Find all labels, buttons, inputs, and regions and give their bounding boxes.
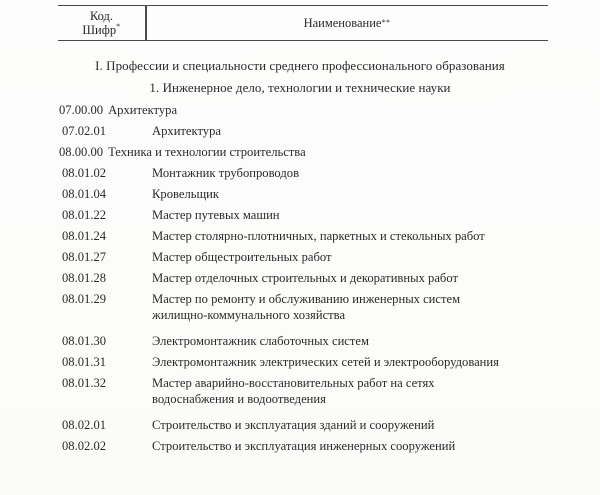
row-name: Электромонтажник электрических сетей и электрооборудования <box>152 355 499 369</box>
code-footnote-marker: * <box>116 21 121 31</box>
column-header-code-line1: Код. <box>89 9 114 23</box>
subsection-heading: 1. Инженерное дело, технологии и технические науки <box>149 80 451 95</box>
row-name-line1: Мастер аварийно-восстановительных работ на сетях <box>152 376 435 390</box>
row-code: 08.01.32 <box>62 376 107 390</box>
row-name: Архитектура <box>108 103 178 117</box>
row-code: 08.02.01 <box>62 418 107 432</box>
row-code: 07.00.00 <box>59 103 104 117</box>
classifier-list <box>0 103 600 460</box>
row-name: Техника и технологии строительства <box>108 145 306 159</box>
item-row <box>0 229 600 250</box>
row-code: 08.01.29 <box>62 292 107 306</box>
column-header-code-line2 <box>82 23 120 37</box>
row-name: Строительство и эксплуатация инженерных сооружений <box>152 439 456 453</box>
group-row <box>0 103 600 124</box>
row-name-line2: жилищно-коммунального хозяйства <box>152 307 346 322</box>
row-code: 08.01.28 <box>62 271 107 285</box>
row-code: 08.00.00 <box>59 145 104 159</box>
item-row <box>0 250 600 271</box>
item-row <box>0 124 600 145</box>
item-row <box>0 292 600 334</box>
row-code: 08.01.22 <box>62 208 107 222</box>
column-header-name-text: Наименование <box>303 15 382 30</box>
row-name: Монтажник трубопроводов <box>152 166 300 180</box>
item-row <box>0 418 600 439</box>
table-header <box>58 5 548 41</box>
column-header-code-text: Шифр <box>82 23 117 37</box>
row-code: 08.01.04 <box>62 187 107 201</box>
row-code: 08.01.02 <box>62 166 107 180</box>
row-name: Мастер общестроительных работ <box>152 250 332 264</box>
row-name-line2: водоснабжения и водоотведения <box>152 391 326 406</box>
section-heading: I. Профессии и специальности среднего профессионального образования <box>95 58 505 73</box>
row-name-line1: Мастер по ремонту и обслуживанию инженерных систем <box>152 292 461 306</box>
column-header-code <box>58 6 145 40</box>
row-code: 08.02.02 <box>62 439 107 453</box>
row-name: Мастер путевых машин <box>152 208 280 222</box>
item-row <box>0 271 600 292</box>
group-row <box>0 145 600 166</box>
row-name <box>152 376 552 407</box>
row-code: 08.01.30 <box>62 334 107 348</box>
item-row <box>0 439 600 460</box>
row-name: Мастер столярно-плотничных, паркетных и стекольных работ <box>152 229 485 243</box>
item-row <box>0 166 600 187</box>
row-code: 08.01.24 <box>62 229 107 243</box>
row-name: Кровельщик <box>152 187 220 201</box>
item-row <box>0 208 600 229</box>
row-name: Строительство и эксплуатация зданий и сооружений <box>152 418 435 432</box>
row-name: Мастер отделочных строительных и декоративных работ <box>152 271 458 285</box>
row-code: 07.02.01 <box>62 124 107 138</box>
row-name <box>152 292 552 323</box>
item-row <box>0 355 600 376</box>
item-row <box>0 376 600 418</box>
row-name: Электромонтажник слаботочных систем <box>152 334 369 348</box>
row-code: 08.01.31 <box>62 355 107 369</box>
column-header-name: Наименование ** <box>303 15 391 30</box>
row-name: Архитектура <box>152 124 221 138</box>
item-row <box>0 187 600 208</box>
row-code: 08.01.27 <box>62 250 107 264</box>
item-row <box>0 334 600 355</box>
